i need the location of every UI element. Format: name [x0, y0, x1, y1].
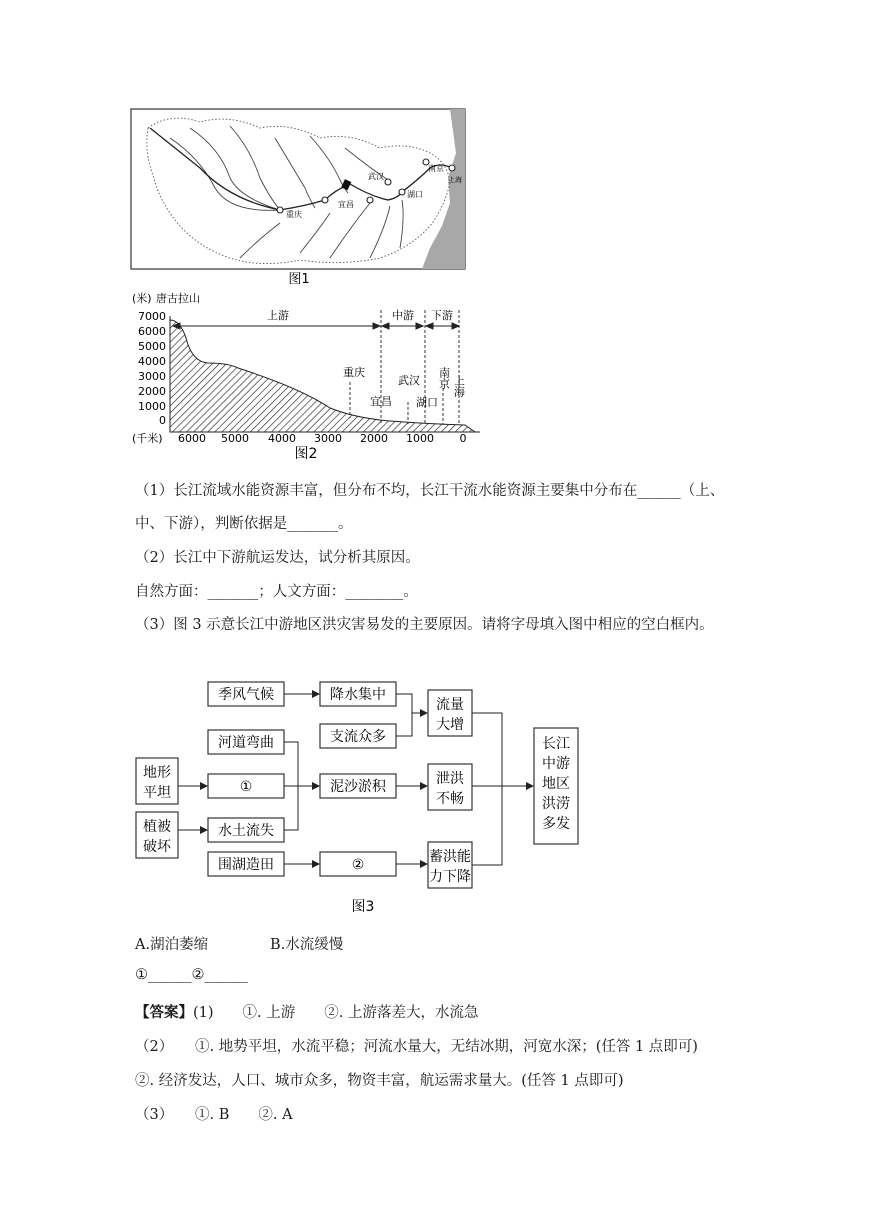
box-rain: 降水集中 [330, 687, 386, 703]
map-city-hukou: 湖口 [407, 190, 423, 199]
figure-1-caption: 图1 [288, 272, 310, 287]
question-1-line-1: （1）长江流域水能资源丰富，但分布不均，长江干流水能资源主要集中分布在______（上、 [135, 483, 725, 499]
box-veg-1: 植被 [143, 819, 171, 835]
box-result-4: 洪涝 [542, 796, 570, 812]
question-2-line-1: （2）长江中下游航运发达，试分析其原因。 [135, 550, 420, 566]
box-drain-2: 不畅 [436, 791, 464, 807]
figure-2-profile [130, 290, 490, 462]
box-flat-1: 地形 [143, 765, 171, 781]
profile-city-hukou: 湖口 [416, 396, 438, 409]
svg-text:1000: 1000 [138, 400, 166, 413]
flow-svg [130, 668, 590, 918]
box-result-1: 长江 [542, 736, 570, 752]
segment-lower: 下游 [431, 309, 453, 322]
box-silt: 泥沙淤积 [330, 779, 386, 795]
map-frame [131, 109, 465, 269]
figure-2-caption: 图2 [294, 446, 318, 462]
box-monsoon: 季风气候 [218, 687, 274, 703]
map-city-chongqing: 重庆 [286, 210, 302, 219]
svg-text:2000: 2000 [360, 432, 388, 445]
box-store-1: 蓄洪能 [429, 849, 471, 865]
segment-arrows [173, 323, 459, 329]
profile-city-shanghai: 上海 [452, 375, 466, 397]
svg-text:6000: 6000 [178, 432, 206, 445]
box-store-2: 力下降 [429, 869, 471, 885]
box-erosion: 水土流失 [218, 823, 274, 839]
figure-3-flow [130, 668, 590, 918]
map-city-nanjing: 南京 [428, 164, 444, 173]
option-b: B.水流缓慢 [270, 937, 344, 953]
answer-1-text: (1) ①. 上游 ②. 上游落差大，水流急 [193, 1005, 479, 1021]
box-flow-2: 大增 [436, 717, 464, 733]
map-city-shanghai: 上海 [448, 176, 462, 184]
answer-line-3: ②. 经济发达，人口、城市众多，物资丰富，航运需求量大。(任答 1 点即可) [135, 1073, 624, 1089]
svg-text:3000: 3000 [138, 370, 166, 383]
profile-city-chongqing: 重庆 [343, 366, 365, 379]
option-blanks: ①______②______ [135, 967, 248, 983]
svg-text:3000: 3000 [314, 432, 342, 445]
svg-text:6000: 6000 [138, 325, 166, 338]
box-veg-2: 破坏 [143, 839, 171, 855]
box-drain-1: 泄洪 [436, 771, 464, 787]
y-tick-labels [138, 310, 166, 427]
peak-label: 唐古拉山 [156, 292, 200, 305]
profile-city-nanjing: 南京 [437, 367, 451, 389]
figure-3-caption: 图3 [351, 899, 375, 915]
box-result-5: 多发 [542, 816, 570, 832]
question-2-line-2: 自然方面：_______；人文方面：________。 [135, 584, 418, 600]
svg-text:7000: 7000 [138, 310, 166, 323]
map-svg [130, 108, 468, 288]
box-blank-2: ② [351, 857, 365, 873]
box-result-3: 地区 [542, 776, 570, 792]
answer-line-1 [135, 1001, 478, 1022]
question-3-line-1: （3）图 3 示意长江中游地区洪灾害易发的主要原因。请将字母填入图中相应的空白框内。 [135, 617, 714, 633]
profile-svg [130, 290, 490, 462]
y-unit: (米) [132, 292, 152, 305]
figure-1-map [130, 108, 468, 288]
box-result-2: 中游 [542, 756, 570, 772]
box-flow-1: 流量 [436, 697, 464, 713]
svg-text:2000: 2000 [138, 385, 166, 398]
svg-text:1000: 1000 [406, 432, 434, 445]
segment-middle: 中游 [392, 309, 414, 322]
svg-text:4000: 4000 [268, 432, 296, 445]
terrain-profile [170, 320, 475, 432]
map-city-wuhan: 武汉 [368, 172, 384, 181]
box-bend: 河道弯曲 [218, 735, 274, 751]
box-tributary: 支流众多 [330, 729, 386, 745]
svg-text:4000: 4000 [138, 355, 166, 368]
map-city-yichang: 宜昌 [338, 200, 354, 209]
profile-city-wuhan: 武汉 [398, 374, 420, 387]
svg-text:0: 0 [459, 432, 467, 445]
answer-line-4: （3） ①. B ②. A [135, 1107, 293, 1123]
profile-city-yichang: 宜昌 [370, 395, 392, 408]
svg-text:5000: 5000 [138, 340, 166, 353]
answer-line-2: （2） ①. 地势平坦，水流平稳；河流水量大，无结冰期，河宽水深；(任答 1 点即可) [135, 1039, 698, 1055]
svg-text:5000: 5000 [221, 432, 249, 445]
x-unit: (千米) [132, 432, 163, 445]
option-a: A.湖泊萎缩 [135, 937, 209, 953]
answer-heading: 【答案】 [135, 1004, 193, 1021]
svg-text:0: 0 [159, 414, 166, 427]
x-tick-labels [178, 432, 467, 445]
box-flat-2: 平坦 [143, 785, 171, 801]
question-1-line-2: 中、下游），判断依据是_______。 [135, 516, 353, 532]
box-reclaim: 围湖造田 [218, 857, 274, 873]
box-blank-1: ① [239, 779, 253, 795]
segment-upper: 上游 [267, 309, 289, 322]
